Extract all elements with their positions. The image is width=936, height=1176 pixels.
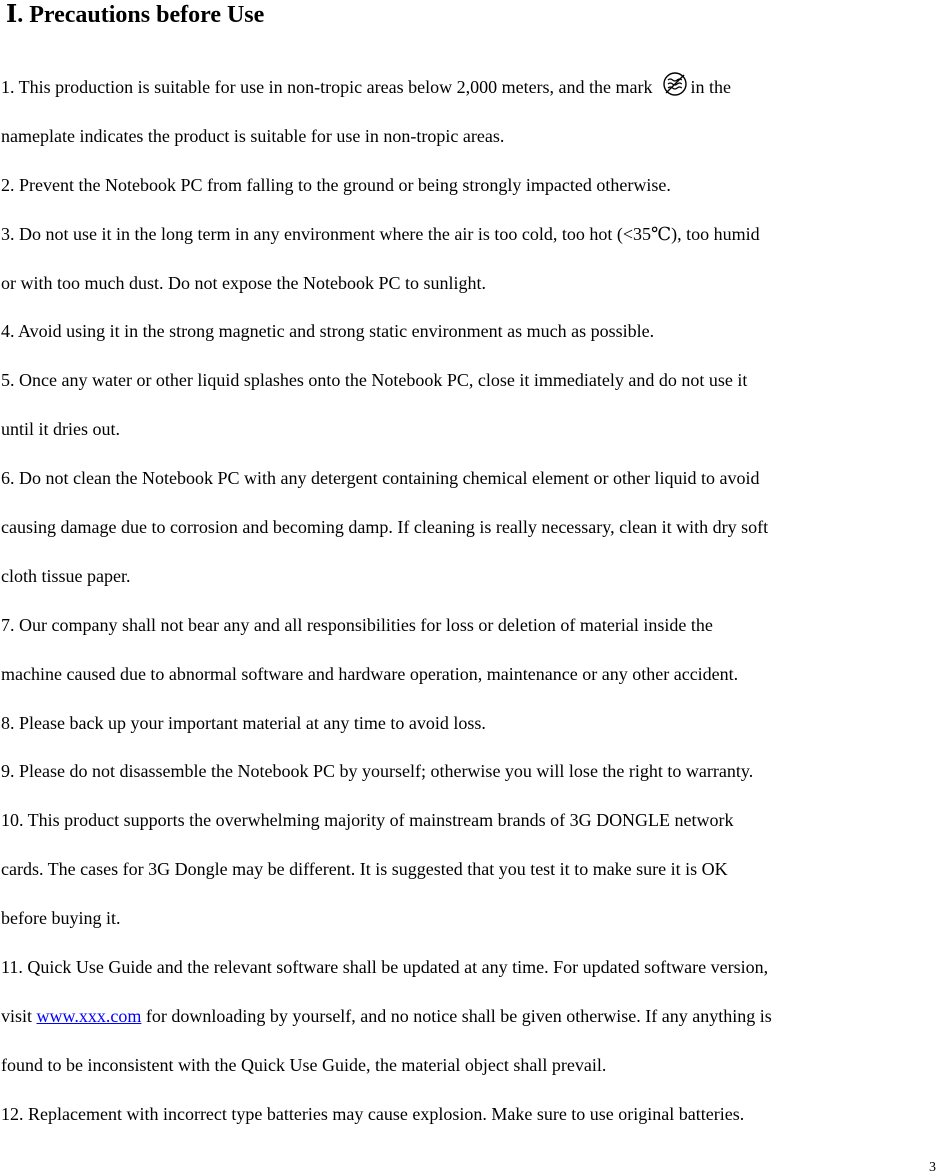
precaution-line-19: 11. Quick Use Guide and the relevant software shall be updated at any time. For updated software version, <box>1 957 769 978</box>
precaution-line-5: or with too much dust. Do not expose the Notebook PC to sunlight. <box>1 272 486 293</box>
precaution-line-17: cards. The cases for 3G Dongle may be different. It is suggested that you test it to make sure it is OK <box>1 859 728 880</box>
precaution-line-15: 9. Please do not disassemble the Notebook PC by yourself; otherwise you will lose the right to warranty. <box>1 761 754 782</box>
precaution-line-8: until it dries out. <box>1 419 120 440</box>
precaution-line-14: 8. Please back up your important material at any time to avoid loss. <box>1 712 486 733</box>
precaution-line-18: before buying it. <box>1 908 121 929</box>
precaution-1-text-a: 1. This production is suitable for use in non-tropic areas below 2,000 meters, and the mark <box>1 77 653 97</box>
section-title: . Precautions before Use <box>17 2 265 28</box>
precaution-line-4: 3. Do not use it in the long term in any environment where the air is too cold, too hot (<35℃), too humid <box>1 223 760 244</box>
precaution-line-13: machine caused due to abnormal software and hardware operation, maintenance or any other accident. <box>1 663 739 684</box>
precaution-line-2: nameplate indicates the product is suitable for use in non-tropic areas. <box>1 125 505 146</box>
visit-text: visit <box>1 1005 33 1026</box>
precaution-line-3: 2. Prevent the Notebook PC from falling to the ground or being strongly impacted otherwise. <box>1 174 671 195</box>
precaution-line-22: 12. Replacement with incorrect type batteries may cause explosion. Make sure to use original batteries. <box>1 1103 745 1124</box>
precaution-line-11: cloth tissue paper. <box>1 565 131 586</box>
page-number: 3 <box>929 1160 936 1175</box>
precautions-body <box>1 63 936 1139</box>
precaution-line-7: 5. Once any water or other liquid splashes onto the Notebook PC, close it immediately and do not use it <box>1 370 748 391</box>
precaution-line-10: causing damage due to corrosion and becoming damp. If cleaning is really necessary, clean it with dry soft <box>1 517 769 538</box>
precaution-line-12: 7. Our company shall not bear any and all responsibilities for loss or deletion of material inside the <box>1 614 713 635</box>
precaution-line-20 <box>1 992 936 1041</box>
precaution-line-1 <box>1 63 936 112</box>
precaution-line-6: 4. Avoid using it in the strong magnetic and strong static environment as much as possible. <box>1 321 655 342</box>
precaution-line-21: found to be inconsistent with the Quick Use Guide, the material object shall prevail. <box>1 1054 607 1075</box>
download-text: for downloading by yourself, and no notice shall be given otherwise. If any anything is <box>145 1005 772 1026</box>
precaution-line-9: 6. Do not clean the Notebook PC with any detergent containing chemical element or other liquid to avoid <box>1 468 760 489</box>
precaution-1-text-b: in the <box>690 77 732 97</box>
precaution-line-16: 10. This product supports the overwhelming majority of mainstream brands of 3G DONGLE network <box>1 810 734 831</box>
section-heading <box>6 0 264 30</box>
website-link[interactable]: www.xxx.com <box>36 1005 142 1026</box>
section-numeral: Ⅰ <box>6 2 18 28</box>
non-tropic-mark-icon <box>662 71 688 97</box>
